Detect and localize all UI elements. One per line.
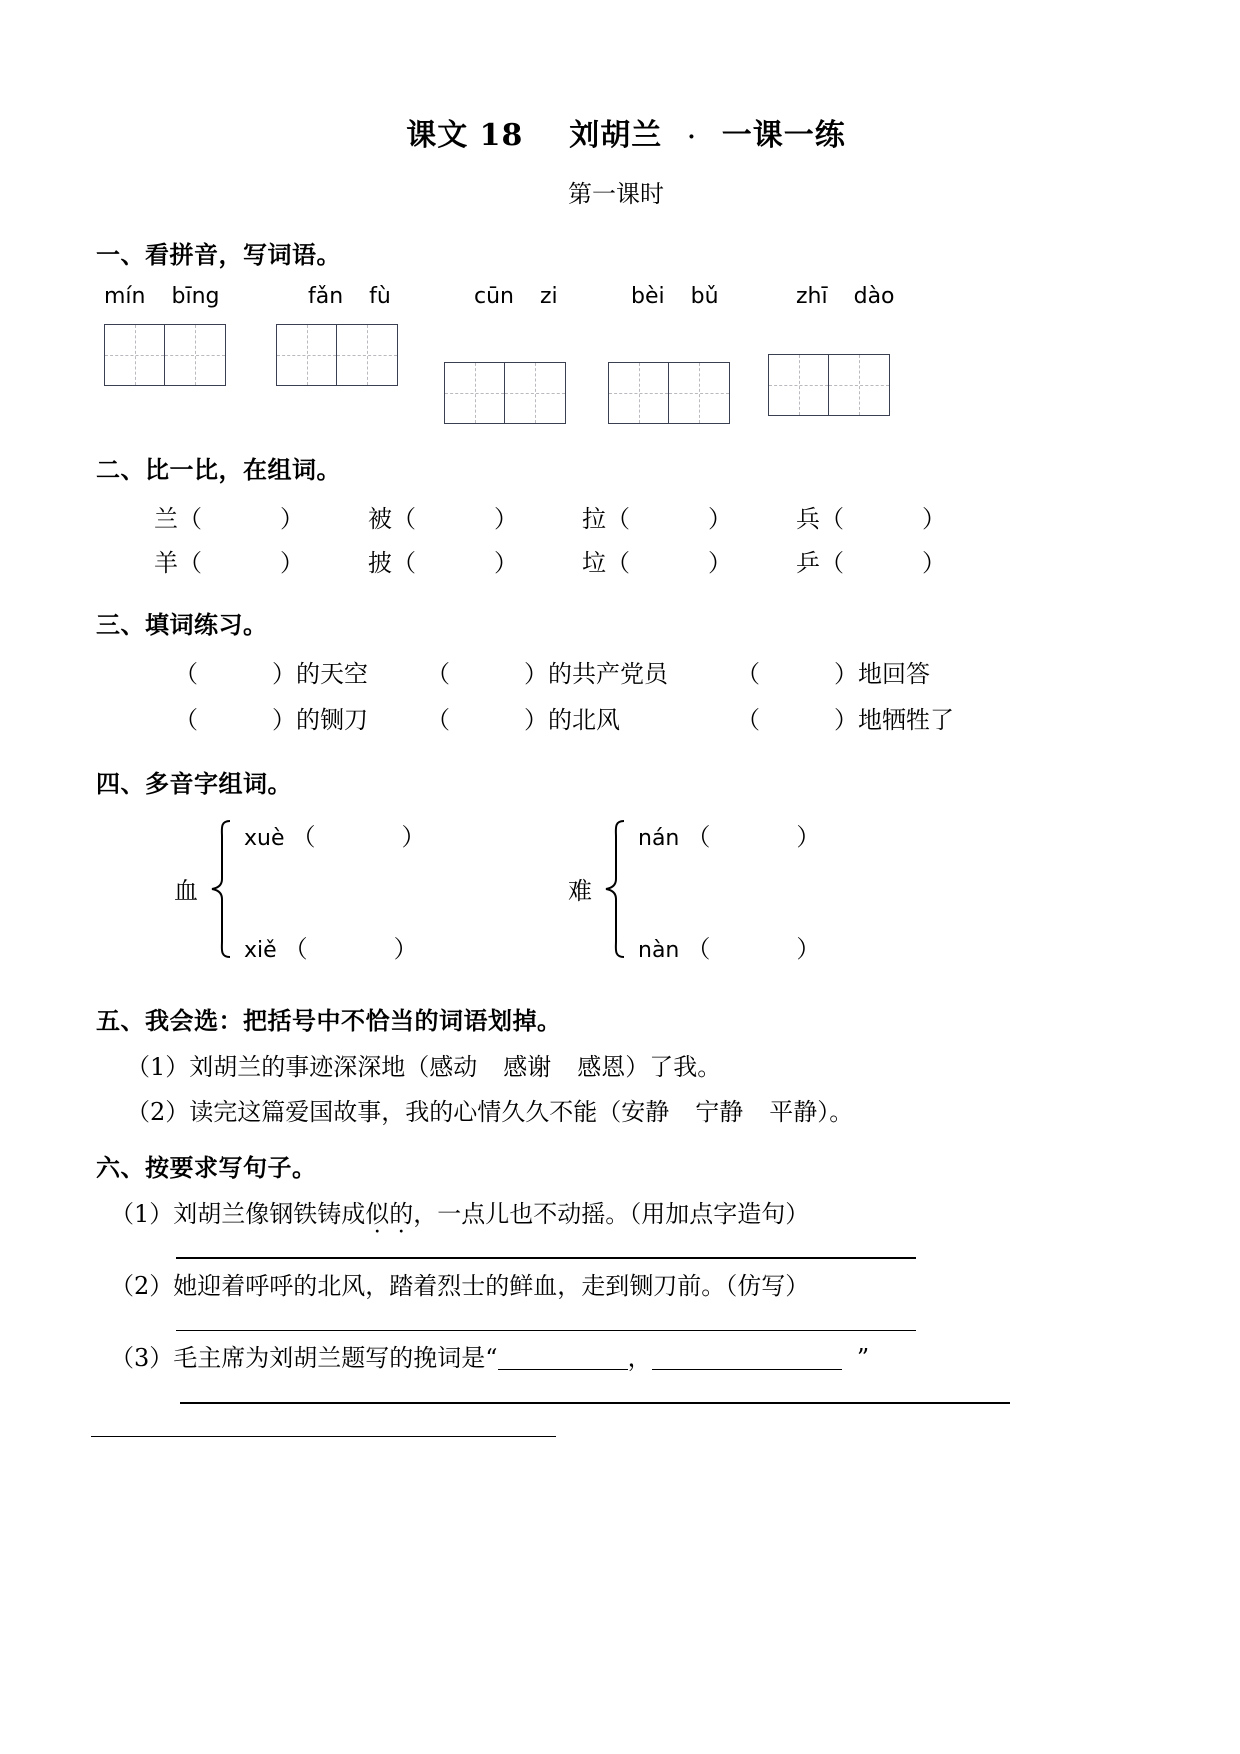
item-text: ，一点儿也不动摇。（用加点字造句） — [413, 1199, 810, 1228]
polyphone-area — [96, 813, 1106, 983]
pinyin-syllable: bǔ — [690, 284, 719, 309]
compare-char: 兰（ — [154, 505, 202, 533]
pinyin-row — [96, 284, 1106, 318]
section-5-item-2[interactable] — [96, 1095, 1106, 1130]
pinyin-syllable: cūn — [474, 284, 514, 309]
option-choice[interactable]: 感谢 — [503, 1053, 552, 1081]
paren-close: ） — [393, 935, 418, 963]
item-number: （1） — [126, 1053, 190, 1081]
paren-close: ） — [272, 660, 296, 688]
item-text: 毛主席为刘胡兰题写的挽词是“ — [173, 1344, 498, 1373]
pinyin-syllable: nàn — [638, 938, 680, 963]
paren-open: （ — [686, 935, 711, 963]
paren-open: （ — [686, 823, 711, 851]
section-1-heading: 一、看拼音，写词语。 — [96, 240, 341, 269]
paren-close: ） — [524, 660, 548, 688]
polyphone-char: 难 — [568, 877, 592, 905]
answer-blank[interactable] — [652, 1345, 842, 1370]
fill-item[interactable] — [426, 654, 668, 689]
fill-phrase: 的铡刀 — [296, 706, 368, 734]
pinyin-syllable: fù — [369, 284, 391, 309]
item-text: ）。 — [817, 1097, 854, 1126]
emphasis-char: 似 — [365, 1199, 390, 1228]
section-6-item-1 — [96, 1197, 1106, 1232]
fill-phrase: 的共产党员 — [548, 660, 668, 688]
pinyin-syllable: nán — [638, 826, 680, 851]
pinyin-syllable: zhī — [796, 284, 828, 309]
pinyin-syllable: dào — [853, 284, 895, 309]
item-number: （2） — [126, 1097, 190, 1126]
compare-char: 被（ — [368, 505, 416, 533]
grid-cell[interactable] — [277, 325, 337, 385]
fill-item[interactable] — [736, 654, 930, 689]
section-3-heading: 三、填词练习。 — [96, 610, 268, 639]
paren-close: ） — [796, 823, 821, 851]
paren-close: ） — [494, 505, 518, 533]
pinyin-group-5 — [796, 284, 895, 309]
paren-close: ） — [922, 549, 946, 577]
fill-phrase: 的天空 — [296, 660, 368, 688]
polyphone-reading-bottom[interactable] — [244, 929, 418, 964]
paren-close: ） — [796, 935, 821, 963]
title-main: 刘胡兰 — [569, 118, 663, 153]
paren-open: （ — [283, 935, 308, 963]
compare-item[interactable] — [154, 499, 304, 534]
polyphone-char: 血 — [174, 877, 198, 905]
grid-cell[interactable] — [609, 363, 669, 423]
item-text: ）了我。 — [625, 1053, 722, 1081]
compare-item[interactable] — [796, 499, 946, 534]
grid-cell[interactable] — [505, 363, 565, 423]
answer-line[interactable] — [176, 1257, 916, 1259]
pinyin-syllable: mín — [104, 284, 146, 309]
grid-cell[interactable] — [445, 363, 505, 423]
option-choice[interactable]: 安静 — [621, 1097, 670, 1126]
section-6-item-3 — [96, 1341, 1106, 1376]
tianzi-grid-5[interactable] — [768, 354, 890, 416]
item-number: （3） — [110, 1344, 174, 1373]
option-choice[interactable]: 感恩 — [577, 1053, 626, 1081]
grid-cell[interactable] — [165, 325, 225, 385]
answer-line[interactable] — [176, 1330, 916, 1332]
compare-item[interactable] — [368, 499, 518, 534]
fill-item[interactable] — [426, 700, 620, 735]
polyphone-reading-top[interactable] — [244, 817, 426, 852]
page-subtitle: 第一课时 — [568, 180, 664, 208]
section-6-heading: 六、按要求写句子。 — [96, 1152, 317, 1182]
pinyin-syllable: bīng — [171, 284, 220, 309]
paren-close: ） — [708, 549, 732, 577]
grid-cell[interactable] — [337, 325, 397, 385]
option-choice[interactable]: 平静 — [769, 1097, 818, 1126]
compare-item[interactable] — [582, 499, 732, 534]
writing-grid-row — [96, 324, 1106, 432]
tianzi-grid-3[interactable] — [444, 362, 566, 424]
item-text: 她迎着呼呼的北风，踏着烈士的鲜血，走到铡刀前。（仿写） — [173, 1271, 810, 1300]
compare-char: 拉（ — [582, 505, 630, 533]
paren-open: （ — [736, 706, 760, 734]
pinyin-syllable: xiě — [244, 938, 277, 963]
item-number: （2） — [110, 1271, 174, 1300]
paren-close: ） — [834, 660, 858, 688]
pinyin-group-1 — [104, 284, 220, 309]
pinyin-syllable: bèi — [631, 284, 665, 309]
paren-close: ） — [280, 549, 304, 577]
section-6-item-2 — [96, 1269, 1106, 1304]
grid-cell[interactable] — [105, 325, 165, 385]
compare-item[interactable] — [154, 543, 304, 578]
curly-brace-icon — [602, 819, 628, 959]
pinyin-syllable: zi — [539, 284, 558, 309]
paren-close: ） — [494, 549, 518, 577]
fill-item[interactable] — [736, 700, 954, 735]
worksheet-content — [96, 110, 1106, 1447]
paren-close: ） — [280, 505, 304, 533]
paren-close: ） — [401, 823, 426, 851]
page-title — [96, 110, 1106, 154]
item-number: （1） — [110, 1199, 174, 1228]
paren-close: ） — [834, 706, 858, 734]
item-text: ， — [627, 1344, 652, 1373]
option-choice[interactable]: 感动 — [429, 1053, 478, 1081]
answer-line[interactable] — [91, 1436, 556, 1438]
fill-phrase: 地牺牲了 — [858, 706, 954, 734]
paren-open: （ — [291, 823, 316, 851]
tianzi-grid-2[interactable] — [276, 324, 398, 386]
compare-item[interactable] — [796, 543, 946, 578]
compare-char: 垃（ — [582, 549, 630, 577]
paren-open: （ — [426, 706, 450, 734]
pinyin-group-4 — [631, 284, 753, 309]
fill-phrase: 的北风 — [548, 706, 620, 734]
paren-open: （ — [736, 660, 760, 688]
title-suffix: 一课一练 — [721, 118, 846, 153]
compare-row-1 — [96, 499, 1106, 543]
pinyin-syllable: xuè — [244, 826, 285, 851]
compare-char: 乒（ — [796, 549, 844, 577]
fill-item[interactable] — [174, 654, 368, 689]
option-choice[interactable]: 宁静 — [695, 1097, 744, 1126]
section-2-heading: 二、比一比，在组词。 — [96, 455, 341, 484]
item-text: 刘胡兰像钢铁铸成 — [173, 1199, 366, 1228]
pinyin-group-2 — [308, 284, 391, 309]
compare-item[interactable] — [368, 543, 518, 578]
grid-cell[interactable] — [769, 355, 829, 415]
polyphone-reading-top[interactable] — [638, 817, 820, 852]
answer-blank[interactable] — [498, 1345, 628, 1370]
fill-row-2 — [96, 700, 1106, 746]
section-5-item-1[interactable] — [96, 1050, 1106, 1085]
item-text: 刘胡兰的事迹深深地（ — [189, 1053, 430, 1081]
fill-row-1 — [96, 654, 1106, 700]
compare-char: 羊（ — [154, 549, 202, 577]
section-4-heading: 四、多音字组词。 — [96, 769, 292, 798]
paren-open: （ — [174, 706, 198, 734]
compare-item[interactable] — [582, 543, 732, 578]
title-prefix: 课文 18 — [406, 118, 524, 153]
polyphone-reading-bottom[interactable] — [638, 929, 820, 964]
paren-close: ） — [524, 706, 548, 734]
fill-item[interactable] — [174, 700, 368, 735]
tianzi-grid-4[interactable] — [608, 362, 730, 424]
compare-char: 兵（ — [796, 505, 844, 533]
fill-phrase: 地回答 — [858, 660, 930, 688]
curly-brace-icon — [208, 819, 234, 959]
paren-close: ） — [922, 505, 946, 533]
answer-line[interactable] — [180, 1402, 1010, 1404]
item-text: ” — [856, 1344, 870, 1373]
tianzi-grid-1[interactable] — [104, 324, 226, 386]
emphasis-char: 的 — [389, 1199, 414, 1228]
paren-close: ） — [708, 505, 732, 533]
paren-open: （ — [426, 660, 450, 688]
paren-open: （ — [174, 660, 198, 688]
compare-row-2 — [96, 543, 1106, 587]
pinyin-group-3 — [474, 284, 558, 309]
title-separator-dot: · — [687, 124, 697, 150]
compare-char: 披（ — [368, 549, 416, 577]
section-5-heading: 五、我会选：把括号中不恰当的词语划掉。 — [96, 1006, 562, 1035]
pinyin-syllable: fǎn — [308, 284, 344, 309]
item-text: 读完这篇爱国故事，我的心情久久不能（ — [189, 1097, 622, 1126]
grid-cell[interactable] — [829, 355, 889, 415]
grid-cell[interactable] — [669, 363, 729, 423]
paren-close: ） — [272, 706, 296, 734]
